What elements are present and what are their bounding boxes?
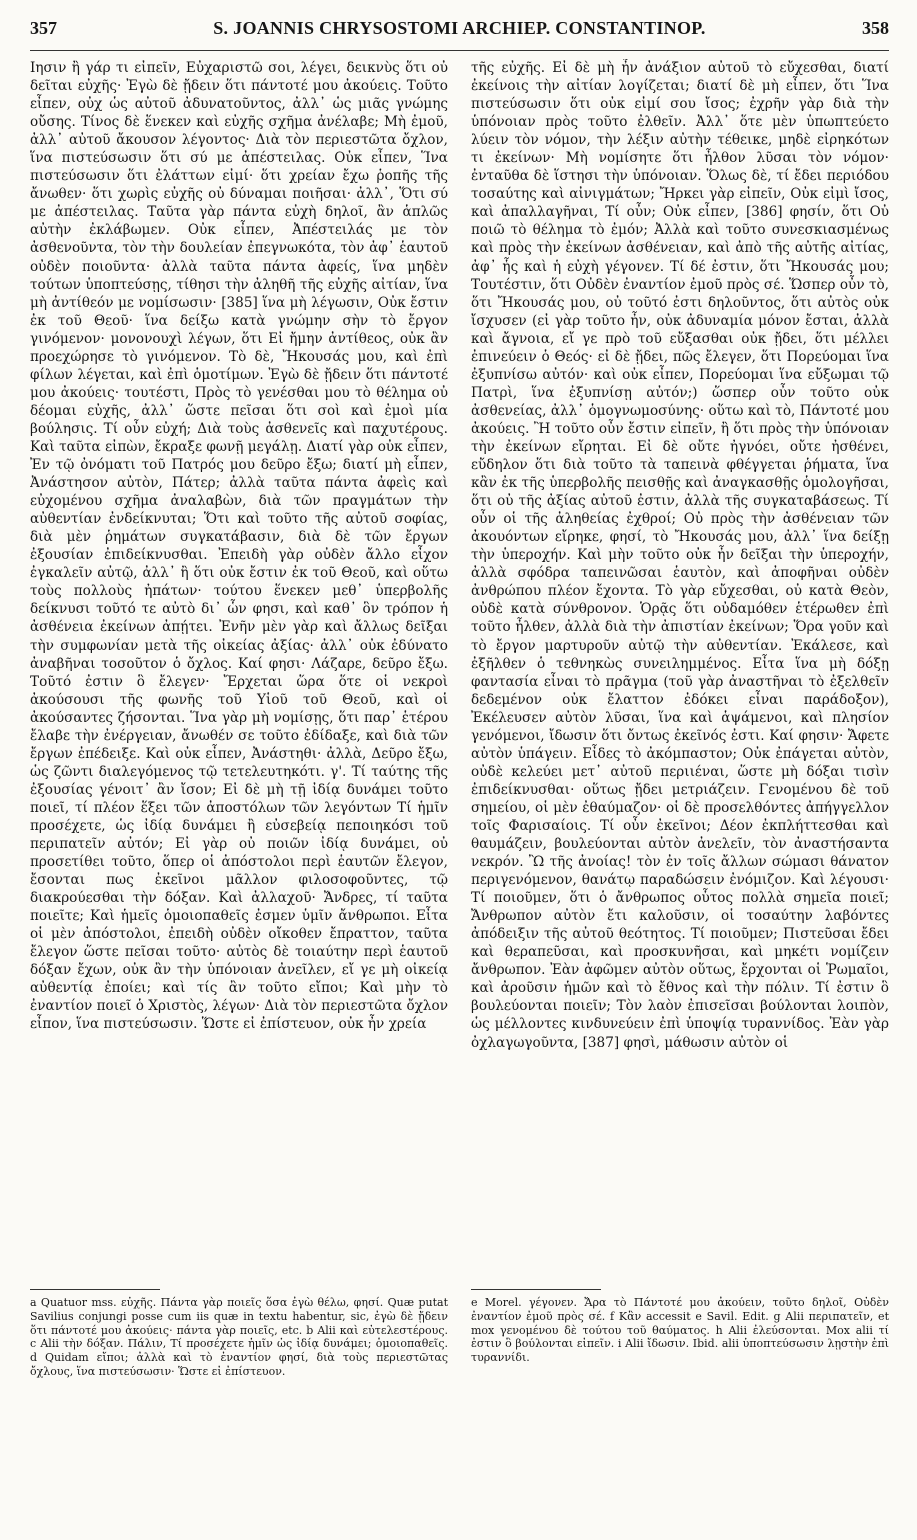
running-header <box>30 0 889 51</box>
two-column-body <box>30 59 889 1379</box>
footnote-rule-left <box>30 1289 160 1290</box>
right-footnotes: e Morel. γέγονεν. Ἄρα τὸ Πάντοτέ μου ἀκούειν, τοῦτο δηλοῖ, Οὐδὲν ἐναντίον ἐμοῦ πρὸς σέ. f Κἂν accessit e Savil. Edit. g Alii περιπατεῖν, et mox γενομένου δὲ τούτου τοῦ θαύματος. h Alii ἐλεύσονται. Mox alii τί ἐστιν ὃ βούλονται εἰπεῖν. i Alii ἴδωσιν. Ibid. alii ὑποπτεύσωσιν λῃστὴν ἐπὶ τυραννίδι. <box>471 1296 889 1365</box>
left-column <box>30 59 448 1379</box>
page-number-right: 358 <box>862 18 889 38</box>
right-column <box>471 59 889 1379</box>
running-title: S. JOANNIS CHRYSOSTOMI ARCHIEP. CONSTANTINOP. <box>213 18 706 38</box>
left-column-text: Ιησιν ἢ γάρ τι εἰπεῖν, Εὐχαριστῶ σοι, λέγει, δεικνὺς ὅτι οὐ δεῖται εὐχῆς· Ἐγὼ δὲ ᾔδειν ὅτι πάντοτέ μου ἀκούεις. Τοῦτο εἶπεν, οὐχ ὡς αὐτοῦ ἀδυνατοῦντος, ἀλλ᾽ ὡς μιᾶς γνώμης οὔσης. Τίνος δὲ ἕνεκεν καὶ εὐχῆς σχῆμα ἀνέλαβε; Μὴ ἐμοῦ, ἀλλ᾽ αὐτοῦ ἄκουσον λέγοντος· Διὰ τὸν περιεστῶτα ὄχλον, ἵνα πιστεύσωσιν ὅτι σύ με ἀπέστειλας. Οὐκ εἶπεν, Ἵνα πιστεύσωσιν ὅτι ἐλάττων εἰμί· ὅτι χρείαν ἔχω ῥοπῆς τῆς ἄνωθεν· ὅτι χωρὶς εὐχῆς οὐ δύναμαι ποιῆσαι· ἀλλ᾽, Ὅτι σύ με ἀπέστειλας. Ταῦτα γὰρ πάντα εὐχὴ δηλοῖ, ἂν ἁπλῶς αὐτὴν ἐκλάβωμεν. Οὐκ εἶπεν, Ἀπέστειλάς με τὸν ἀσθενοῦντα, τὸν τὴν δουλείαν ἐπεγνωκότα, τὸν ἀφ᾽ ἑαυτοῦ οὐδὲν ποιοῦντα· ἀλλὰ ταῦτα πάντα ἀφείς, ἵνα μηδὲν τούτων ὑποπτεύσῃς, τίθησι τὴν ἀληθῆ τῆς εὐχῆς αἰτίαν, ἵνα μὴ ἀντίθεόν με νομίσωσιν· [385] ἵνα μὴ λέγωσιν, Οὐκ ἔστιν ἐκ τοῦ Θεοῦ· ἵνα δείξω κατὰ γνώμην σὴν τὸ ἔργον γινόμενον· μονονουχὶ λέγων, ὅτι Εἰ ἤμην ἀντίθεος, οὐκ ἂν προεχώρησε τὸ γινόμενον. Τὸ δὲ, Ἤκουσάς μου, καὶ ἐπὶ φίλων λέγεται, καὶ ἐπὶ ὁμοτίμων. Ἐγὼ δὲ ᾔδειν ὅτι πάντοτέ μου ἀκούεις· τουτέστι, Πρὸς τὸ γενέσθαι μου τὸ θέλημα οὐ δέομαι εὐχῆς, ἀλλ᾽ ὥστε πεῖσαι ὅτι σοὶ καὶ ἐμοὶ μία βούλησις. Τί οὖν εὐχή; Διὰ τοὺς ἀσθενεῖς καὶ παχυτέρους. Καὶ ταῦτα εἰπὼν, ἔκραξε φωνῇ μεγάλῃ. Διατί γὰρ οὐκ εἶπεν, Ἐν τῷ ὀνόματι τοῦ Πατρός μου δεῦρο ἔξω; διατί μὴ εἶπεν, Ἀνάστησον αὐτὸν, Πάτερ; ἀλλὰ ταῦτα πάντα ἀφεὶς καὶ εὐχομένου σχῆμα ἀναλαβὼν, διὰ τῶν πραγμάτων τὴν αὐθεντίαν ἐνδείκνυται; Ὅτι καὶ τοῦτο τῆς αὐτοῦ σοφίας, διὰ μὲν ῥημάτων συγκατάβασιν, διὰ δὲ τῶν ἔργων ἐξουσίαν ἐπιδείκνυσθαι. Ἐπειδὴ γὰρ οὐδὲν ἄλλο εἶχον ἐγκαλεῖν αὐτῷ, ἀλλ᾽ ἢ ὅτι οὐκ ἔστιν ἐκ τοῦ Θεοῦ, καὶ οὕτω τοὺς πολλοὺς ἠπάτων· τούτου ἕνεκεν μεθ᾽ ὑπερβολῆς δείκνυσι τοῦτό τε αὐτὸ δι᾽ ὧν φησι, καὶ καθ᾽ ὃν τρόπον ἡ ἀσθένεια ἐκείνων ἀπῄτει. Ἐνῆν μὲν γὰρ καὶ ἄλλως δεῖξαι τὴν συμφωνίαν μετὰ τῆς οἰκείας ἀξίας· ἀλλ᾽ οὐκ ἐδύνατο ἀναβῆναι τοσοῦτον ὁ ὄχλος. Καί φησι· Λάζαρε, δεῦρο ἔξω. Τοῦτό ἐστιν ὃ ἔλεγεν· Ἔρχεται ὥρα ὅτε οἱ νεκροὶ ἀκούσουσι τῆς φωνῆς τοῦ Υἱοῦ τοῦ Θεοῦ, καὶ οἱ ἀκούσαντες ζήσονται. Ἵνα γὰρ μὴ νομίσῃς, ὅτι παρ᾽ ἑτέρου ἔλαβε τὴν ἐνέργειαν, ἄνωθέν σε τοῦτο ἐδίδαξε, καὶ διὰ τῶν ἔργων ἐπέδειξε. Καὶ οὐκ εἶπεν, Ἀνάστηθι· ἀλλὰ, Δεῦρο ἔξω, ὡς ζῶντι διαλεγόμενος τῷ τετελευτηκότι. γ'. Τί ταύτης τῆς ἐξουσίας γένοιτ᾽ ἂν ἴσον; Εἰ δὲ μὴ τῇ ἰδίᾳ δυνάμει τοῦτο ποιεῖ, τί πλέον ἕξει τῶν ἀποστόλων τῶν λεγόντων Τί ἡμῖν προσέχετε, ὡς ἰδίᾳ δυνάμει ἢ εὐσεβείᾳ πεποιηκόσι τοῦ περιπατεῖν αὐτόν; Εἰ γὰρ οὐ ποιῶν ἰδίᾳ δυνάμει, οὐ προσετίθει τοῦτο, ὅπερ οἱ ἀπόστολοι περὶ ἑαυτῶν ἔλεγον, ἔσονται πως ἐκεῖνοι μᾶλλον φιλοσοφοῦντες, τῷ διακρούεσθαι τὴν δόξαν. Καὶ ἀλλαχοῦ· Ἄνδρες, τί ταῦτα ποιεῖτε; Καὶ ἡμεῖς ὁμοιοπαθεῖς ἐσμεν ὑμῖν ἄνθρωποι. Εἶτα οἱ μὲν ἀπόστολοι, ἐπειδὴ οὐδὲν οἴκοθεν ἔπραττον, ταῦτα ἔλεγον ὥστε πεῖσαι τοῦτο· αὐτὸς δὲ τοιαύτην περὶ ἑαυτοῦ δόξαν ἔχων, οὐκ ἂν τὴν ὑπόνοιαν ἀνεῖλεν, εἴ γε μὴ οἰκείᾳ αὐθεντίᾳ ἐποίει; καὶ τίς ἂν τοῦτο εἴποι; Καὶ μὴν τὸ ἐναντίον ποιεῖ ὁ Χριστὸς, λέγων· Διὰ τὸν περιεστῶτα ὄχλον εἶπον, ἵνα πιστεύσωσιν. Ὥστε εἰ ἐπίστευον, οὐκ ἦν χρεία <box>30 60 448 1033</box>
page-number-left: 357 <box>30 18 57 38</box>
left-footnotes: a Quatuor mss. εὐχῆς. Πάντα γὰρ ποιεῖς ὅσα ἐγὼ θέλω, φησί. Quæ putat Savilius conjungi posse cum iis quæ in textu habentur, sic, ἐγὼ δὲ ᾔδειν ὅτι πάντοτέ μου ἀκούεις· πάντα γὰρ ποιεῖς, etc. b Alii καὶ εὐτελεστέρους. c Alii τὴν δόξαν. Πάλιν, Τί προσέχετε ἡμῖν ὡς ἰδίᾳ δυνάμει; ὁμοιοπαθεῖς. d Quidam εἴποι; ἀλλὰ καὶ τὸ ἐναντίον φησί, διὰ τοὺς περιεστῶτας ὄχλους, ἵνα πιστεύσωσιν· Ὥστε εἰ ἐπίστευον. <box>30 1296 448 1378</box>
footnote-rule-right <box>471 1289 601 1290</box>
right-column-text: τῆς εὐχῆς. Εἰ δὲ μὴ ἦν ἀνάξιον αὐτοῦ τὸ εὔχεσθαι, διατί ἐκείνοις τὴν αἰτίαν λογίζεται; διατί δὲ μὴ εἶπεν, ὅτι Ἵνα πιστεύσωσιν ὅτι οὐκ εἰμί σου ἴσος; ἐχρῆν γὰρ διὰ τὴν ὑπόνοιαν πρὸς τοῦτο ἐλθεῖν. Ἀλλ᾽ ὅτε μὲν ὑπωπτεύετο λύειν τὸν νόμον, τὴν λέξιν αὐτὴν τέθεικε, μηδὲ εἰρηκότων τι ἐκείνων· Μὴ νομίσητε ὅτι ἦλθον λῦσαι τὸν νόμον· ἐνταῦθα δὲ ἵστησι τὴν ὑπόνοιαν. Ὅλως δὲ, τί ἔδει περιόδου τοσαύτης καὶ αἰνιγμάτων; Ἤρκει γὰρ εἰπεῖν, Οὐκ εἰμὶ ἴσος, καὶ ἀπαλλαγῆναι, Τί οὖν; Οὐκ εἶπεν, [386] φησίν, ὅτι Οὐ ποιῶ τὸ θέλημα τὸ ἐμόν; Ἀλλὰ καὶ τοῦτο συνεσκιασμένως καὶ πρὸς τὴν ἐκείνων ἀσθένειαν, καὶ ἀπὸ τῆς αὐτῆς αἰτίας, ἀφ᾽ ἧς καὶ ἡ εὐχὴ γέγονεν. Τί δέ ἐστιν, ὅτι Ἤκουσάς μου; Τουτέστιν, ὅτι Οὐδὲν ἐναντίον ἐμοῦ πρὸς σέ. Ὥσπερ οὖν τὸ, ὅτι Ἤκουσάς μου, οὐ τοῦτό ἐστι δηλοῦντος, ὅτι αὐτὸς οὐκ ἴσχυσεν (εἰ γὰρ τοῦτο ἦν, οὐκ ἀδυναμία μόνον ἔσται, ἀλλὰ καὶ ἄγνοια, εἴ γε πρὸ τοῦ εὔξασθαι οὐκ ᾔδει, ὅτι μέλλει ἐπινεύειν ὁ Θεός· εἰ δὲ ᾔδει, πῶς ἔλεγεν, ὅτι Πορεύομαι ἵνα ἐξυπνίσω αὐτόν· καὶ οὐκ εἶπεν, Πορεύομαι ἵνα εὔξωμαι τῷ Πατρὶ, ἵνα ἐξυπνίσῃ αὐτόν;) ὥσπερ οὖν τοῦτο οὐκ ἀσθενείας, ἀλλ᾽ ὁμογνωμοσύνης· οὕτω καὶ τὸ, Πάντοτέ μου ἀκούεις. Ἢ τοῦτο οὖν ἔστιν εἰπεῖν, ἢ ὅτι πρὸς τὴν ὑπόνοιαν τὴν ἐκείνων εἴρηται. Εἰ δὲ οὔτε ἠγνόει, οὔτε ἠσθένει, εὔδηλον ὅτι διὰ τοῦτο τὰ ταπεινὰ φθέγγεται ῥήματα, ἵνα κἂν ἐκ τῆς ὑπερβολῆς πεισθῇς καὶ ἀναγκασθῇς ὁμολογῆσαι, ὅτι οὐ τῆς ἀξίας αὐτοῦ ἐστιν, ἀλλὰ τῆς συγκαταβάσεως. Τί οὖν οἱ τῆς ἀληθείας ἐχθροί; Οὐ πρὸς τὴν ἀσθένειαν τῶν ἀκουόντων εἴρηκε, φησί, τὸ Ἤκουσάς μου, ἀλλ᾽ ἵνα δείξῃ τὴν ὑπεροχήν. Καὶ μὴν τοῦτο οὐκ ἦν δεῖξαι τὴν ὑπεροχήν, ἀλλὰ σφόδρα ταπεινῶσαι ἑαυτὸν, καὶ ἀποφῆναι οὐδὲν ἀνθρώπου πλέον ἔχοντα. Τὸ γὰρ εὔχεσθαι, οὐ κατὰ Θεὸν, οὐδὲ κατὰ σύνθρονον. Ὁρᾷς ὅτι οὐδαμόθεν ἑτέρωθεν ἐπὶ τοῦτο ἦλθεν, ἀλλὰ διὰ τὴν ἀπιστίαν ἐκείνων; Ὅρα γοῦν καὶ τὸ ἔργον μαρτυροῦν αὐτῷ τὴν αὐθεντίαν. Ἐκάλεσε, καὶ ἐξῆλθεν ὁ τεθνηκὼς συνειλημμένος. Εἶτα ἵνα μὴ δόξῃ φαντασία εἶναι τὸ πρᾶγμα (τοῦ γὰρ ἀναστῆναι τὸ ἐξελθεῖν δεδεμένον οὐκ ἔλαττον ἐδόκει εἶναι παράδοξον), Ἐκέλευσεν αὐτὸν λῦσαι, ἵνα καὶ ἁψάμενοι, καὶ πλησίον γενόμενοι, ἴδωσιν ὅτι ὄντως ἐκεῖνός ἐστι. Καί φησιν· Ἄφετε αὐτὸν ὑπάγειν. Εἶδες τὸ ἀκόμπαστον; Οὐκ ἐπάγεται αὐτὸν, οὐδὲ κελεύει μετ᾽ αὐτοῦ περιιέναι, ὥστε μὴ δόξαι τισὶν ἐπιδείκνυσθαι· οὕτως ᾔδει μετριάζειν. Γενομένου δὲ τοῦ σημείου, οἱ μὲν ἐθαύμαζον· οἱ δὲ προσελθόντες ἀπήγγελλον τοῖς Φαρισαίοις. Τί οὖν ἐκεῖνοι; Δέον ἐκπλήττεσθαι καὶ θαυμάζειν, βουλεύονται αὐτὸν ἀνελεῖν, τὸν ἀναστήσαντα νεκρόν. Ὢ τῆς ἀνοίας! τὸν ἐν τοῖς ἄλλων σώμασι θάνατον περιγενόμενον, θανάτῳ παραδώσειν ἐνόμιζον. Καὶ λέγουσι· Τί ποιοῦμεν, ὅτι ὁ ἄνθρωπος οὗτος πολλὰ σημεῖα ποιεῖ; Ἄνθρωπον αὐτὸν ἔτι καλοῦσιν, οἱ τοσαύτην λαβόντες ἀπόδειξιν τῆς αὐτοῦ θεότητος. Τί ποιοῦμεν; Πιστεῦσαι ἔδει καὶ θεραπεῦσαι, καὶ προσκυνῆσαι, καὶ μηκέτι νομίζειν ἄνθρωπον. Ἐὰν ἀφῶμεν αὐτὸν οὕτως, ἔρχονται οἱ Ῥωμαῖοι, καὶ ἀροῦσιν ἡμῶν καὶ τὸ ἔθνος καὶ τὴν πόλιν. Τί ἐστιν ὃ βουλεύονται ποιεῖν; Τὸν λαὸν ἐπισεῖσαι βούλονται λοιπὸν, ὡς μέλλοντες κινδυνεύειν ἐπὶ ὑποψίᾳ τυραννίδος. Ἐὰν γὰρ ὀχλαγωγοῦντα, [387] φησὶ, μάθωσιν αὐτὸν οἱ <box>471 60 889 1051</box>
